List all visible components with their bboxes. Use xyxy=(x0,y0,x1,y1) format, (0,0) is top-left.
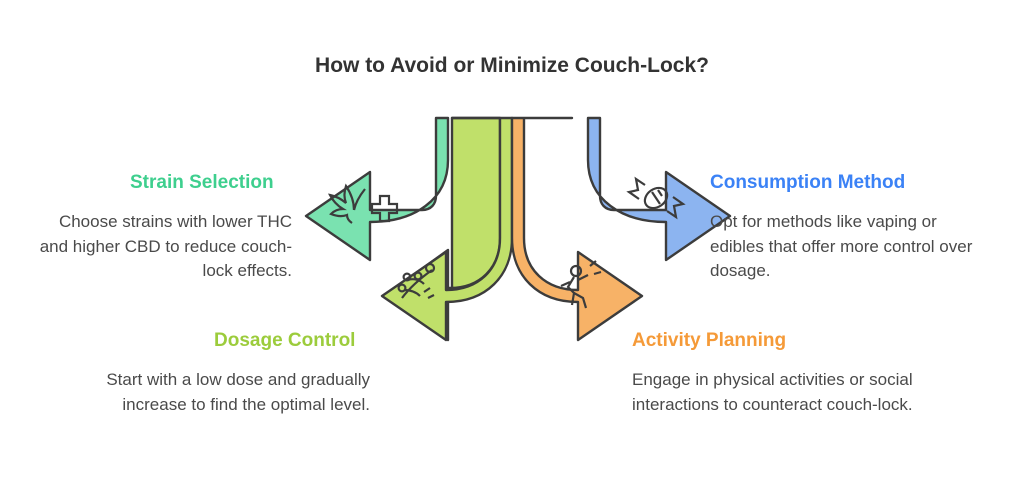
arrow-consumption-method[interactable] xyxy=(588,118,730,260)
label-strain-selection: Strain Selection xyxy=(130,172,274,193)
page-title: How to Avoid or Minimize Couch-Lock? xyxy=(315,54,709,77)
description-strain-selection: Choose strains with lower THC and higher CBD to reduce couch-lock effects. xyxy=(39,212,292,281)
arrow-activity-planning[interactable] xyxy=(512,118,642,340)
description-dosage-control: Start with a low dose and gradually increase to find the optimal level. xyxy=(106,370,370,414)
description-consumption-method: Opt for methods like vaping or edibles that offer more control over dosage. xyxy=(710,212,973,281)
label-dosage-control: Dosage Control xyxy=(214,330,356,351)
label-activity-planning: Activity Planning xyxy=(632,330,787,351)
arrow-strain-selection[interactable] xyxy=(306,118,448,260)
description-activity-planning: Engage in physical activities or social interactions to counteract couch-lock. xyxy=(632,370,913,414)
label-consumption-method: Consumption Method xyxy=(710,172,906,193)
